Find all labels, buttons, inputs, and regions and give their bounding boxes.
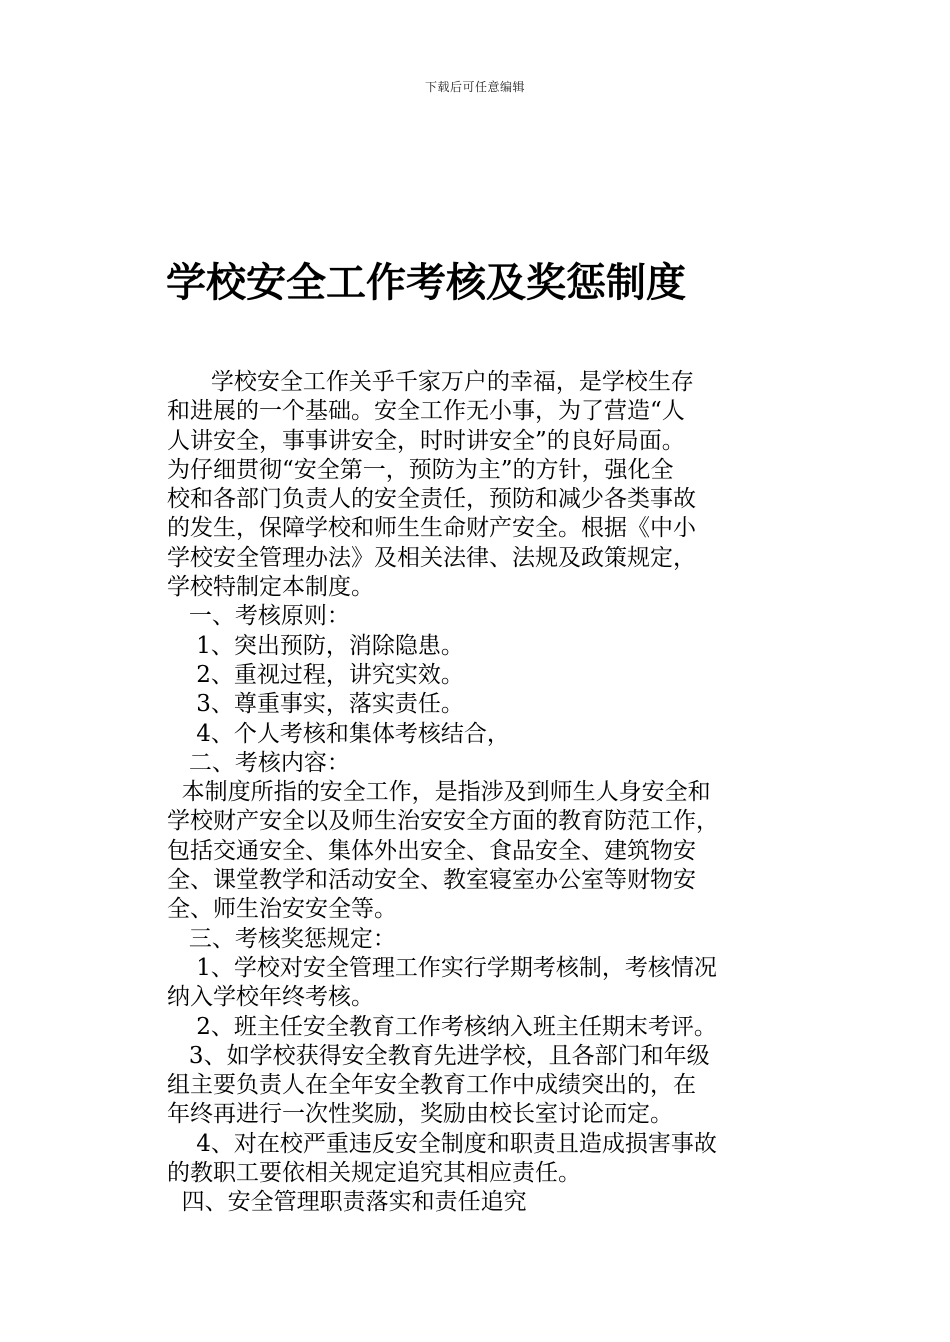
list-item: 4、个人考核和集体考核结合， xyxy=(167,720,510,747)
body-line: 学校安全工作关乎千家万户的幸福，是学校生存 xyxy=(167,369,694,395)
body-line: 学校安全管理办法》及相关法律、法规及政策规定， xyxy=(167,544,696,571)
section-heading-rewards: 三、考核奖惩规定： xyxy=(167,925,396,952)
body-line: 的教职工要依相关规定追究其相应责任。 xyxy=(167,1160,581,1187)
page-header: 下载后可任意编辑 xyxy=(424,80,525,94)
document-body xyxy=(167,368,789,1218)
body-line: 校和各部门负责人的安全责任，预防和减少各类事故 xyxy=(167,486,696,513)
body-line: 为仔细贯彻“安全第一，预防为主”的方针，强化全 xyxy=(167,456,674,483)
list-item: 1、突出预防，消除隐患。 xyxy=(167,632,464,659)
body-line: 包括交通安全、集体外出安全、食品安全、建筑物安 xyxy=(167,837,696,864)
body-line: 的发生，保障学校和师生生命财产安全。根据《中小 xyxy=(167,515,696,542)
list-item: 4、对在校严重违反安全制度和职责且造成损害事故 xyxy=(167,1130,717,1157)
body-line: 本制度所指的安全工作，是指涉及到师生人身安全和 xyxy=(167,779,711,806)
list-item: 3、尊重事实，落实责任。 xyxy=(167,691,464,718)
body-line: 学校特制定本制度。 xyxy=(167,574,374,601)
section-heading-accountability: 四、安全管理职责落实和责任追究 xyxy=(167,1189,527,1216)
body-line: 人讲安全，事事讲安全，时时讲安全”的良好局面。 xyxy=(167,427,685,454)
section-heading-content: 二、考核内容： xyxy=(167,749,350,776)
list-item: 2、班主任安全教育工作考核纳入班主任期末考评。 xyxy=(167,1013,717,1040)
body-line: 纳入学校年终考核。 xyxy=(167,984,374,1011)
body-line: 和进展的一个基础。安全工作无小事，为了营造“人 xyxy=(167,398,685,425)
body-line: 年终再进行一次性奖励，奖励由校长室讨论而定。 xyxy=(167,1101,673,1128)
body-line: 全、师生治安安全等。 xyxy=(167,896,397,923)
list-item: 2、重视过程，讲究实效。 xyxy=(167,661,464,688)
section-heading-principles: 一、考核原则： xyxy=(167,603,350,630)
list-item: 3、如学校获得安全教育先进学校，且各部门和年级 xyxy=(167,1042,710,1069)
body-line: 全、课堂教学和活动安全、教室寝室办公室等财物安 xyxy=(167,867,696,894)
document-title: 学校安全工作考核及奖惩制度 xyxy=(166,260,686,306)
body-line: 学校财产安全以及师生治安安全方面的教育防范工作， xyxy=(167,808,719,835)
body-line: 组主要负责人在全年安全教育工作中成绩突出的，在 xyxy=(167,1072,696,1099)
list-item: 1、学校对安全管理工作实行学期考核制，考核情况 xyxy=(167,954,717,981)
